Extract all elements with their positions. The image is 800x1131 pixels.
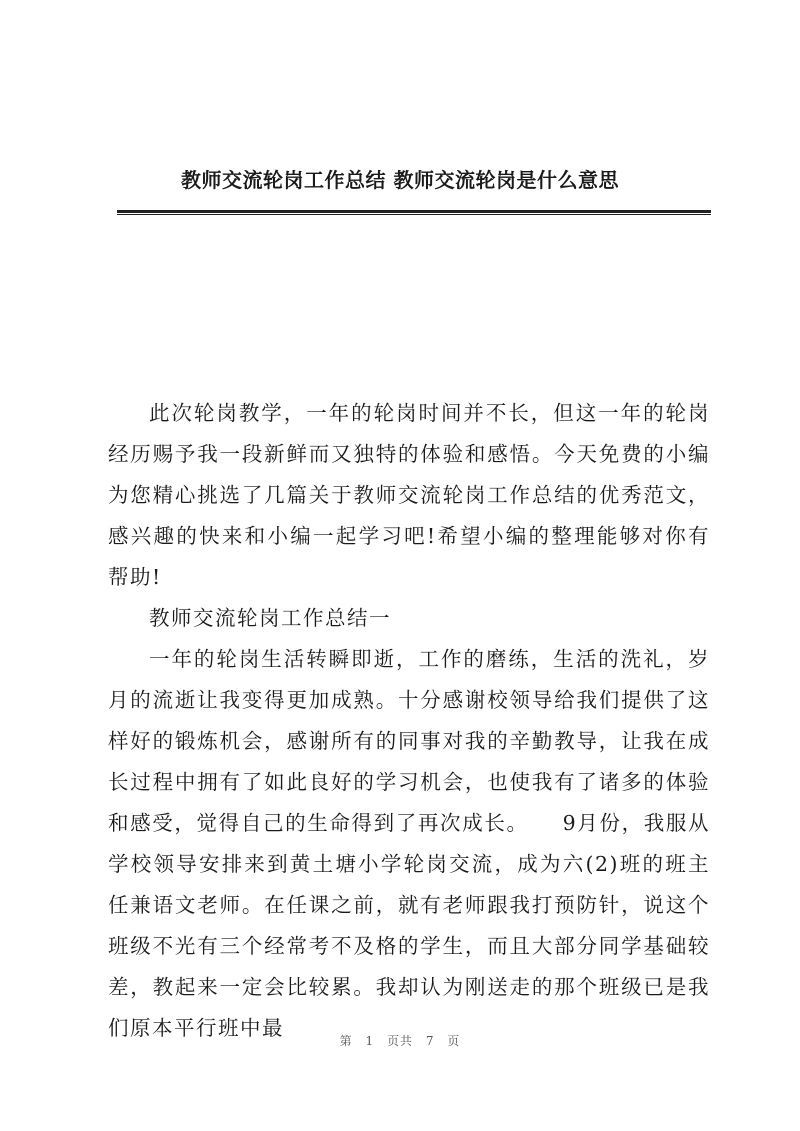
title-divider (117, 210, 711, 213)
document-title: 教师交流轮岗工作总结 教师交流轮岗是什么意思 (181, 168, 619, 192)
section-heading: 教师交流轮岗工作总结一 (149, 606, 391, 630)
document-body (108, 393, 710, 1049)
footer-total-pages: 7 (425, 1034, 435, 1048)
footer-suffix: 页 (447, 1034, 461, 1048)
footer-prefix: 第 (339, 1034, 353, 1048)
footer-middle: 页共 (386, 1034, 413, 1048)
intro-paragraph: 此次轮岗教学，一年的轮岗时间并不长，但这一年的轮岗经历赐予我一段新鲜而又独特的体验和感悟。今天免费的小编为您精心挑选了几篇关于教师交流轮岗工作总结的优秀范文，感兴趣的快来和小编一起学习吧!希望小编的整理能够对你有帮助! (108, 401, 710, 589)
page-footer (0, 1032, 800, 1049)
body-paragraph: 一年的轮岗生活转瞬即逝，工作的磨练，生活的洗礼，岁月的流逝让我变得更加成熟。十分感谢校领导给我们提供了这样好的锻炼机会，感谢所有的同事对我的辛勤教导，让我在成长过程中拥有了如此良好的学习机会，也使我有了诸多的体验和感受，觉得自己的生命得到了再次成长。 9月份，我服从学校领导安排来到黄土塘小学轮岗交流，成为六(2)班的班主任兼语文老师。在任课之前，就有老师跟我打预防针，说这个班级不光有三个经常考不及格的学生，而且大部分同学基础较差，教起来一定会比较累。我却认为刚送走的那个班级已是我们原本平行班中最 (108, 647, 710, 1040)
footer-page-number: 1 (365, 1034, 375, 1048)
